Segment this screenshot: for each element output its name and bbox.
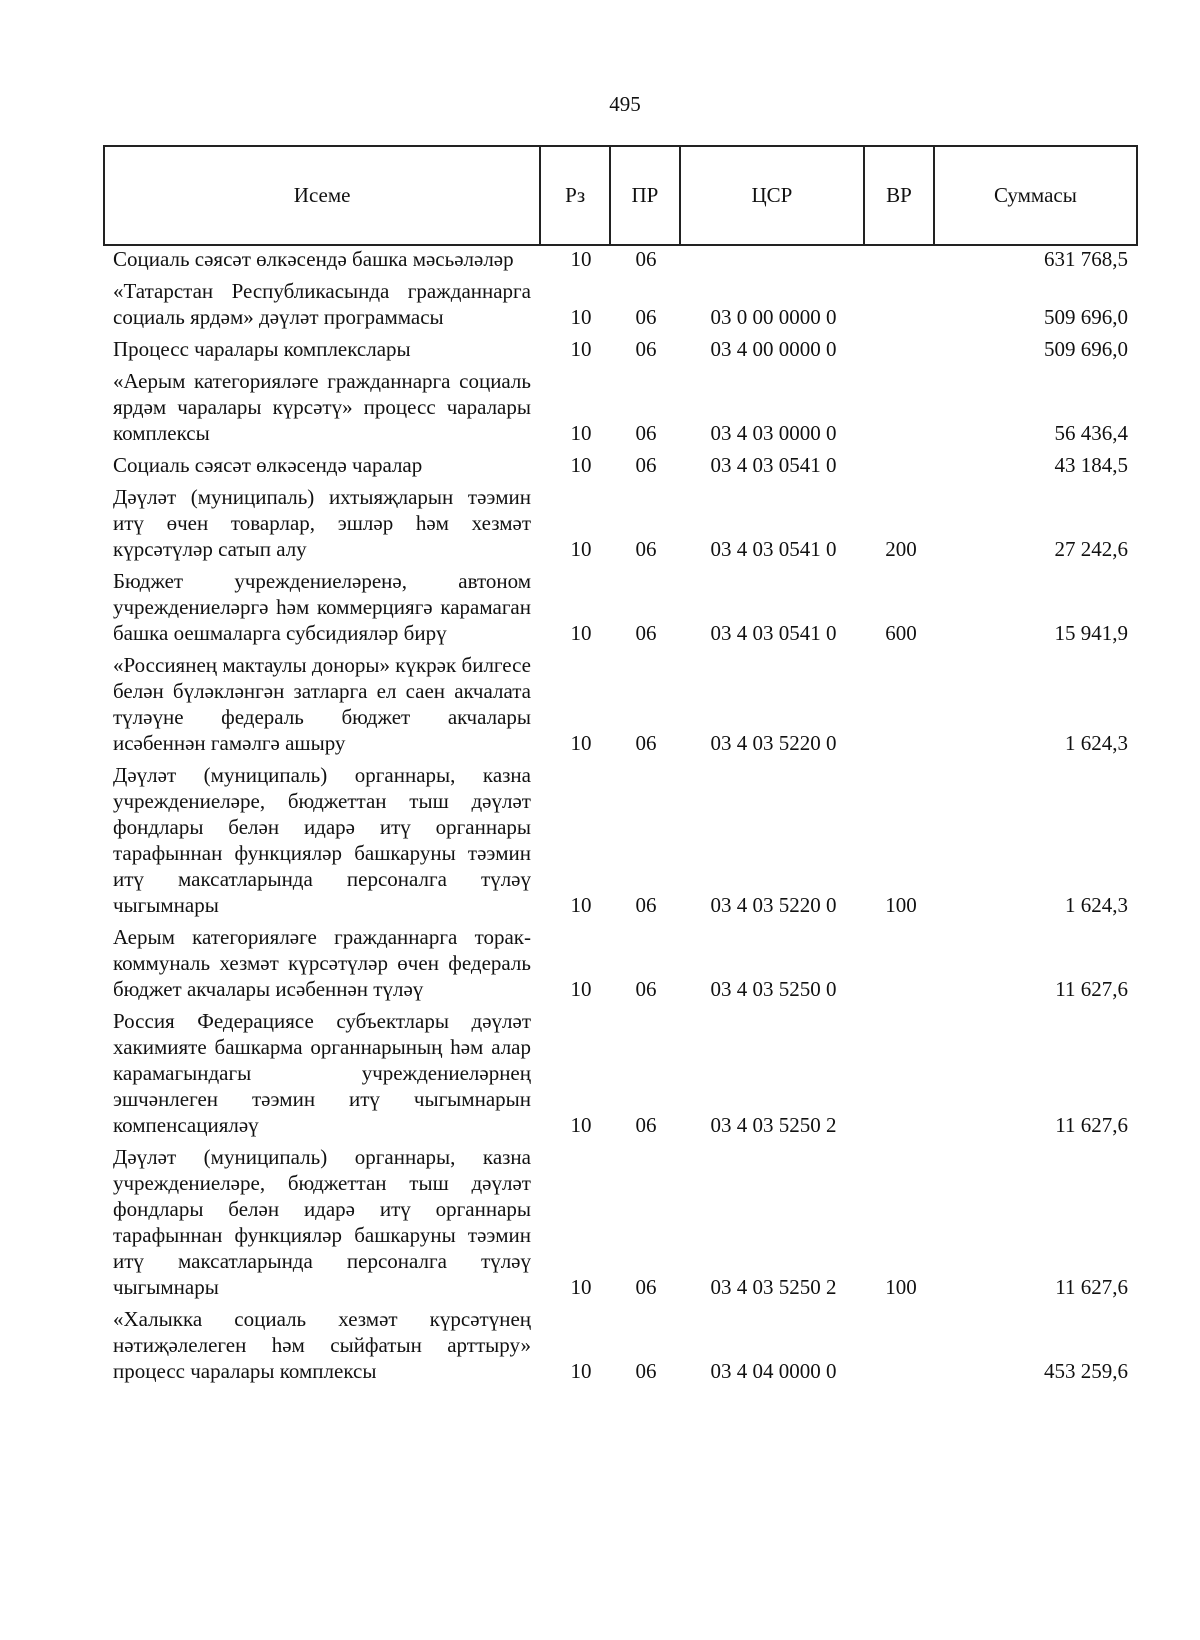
page-number: 495 [609,92,641,116]
row-csr: 03 4 00 0000 0 [710,337,837,361]
header-pr: ПР [611,147,681,244]
row-sum: 27 242,6 [1054,537,1128,561]
header-rz: Рз [541,147,611,244]
budget-table [103,145,1138,1390]
row-sum: 11 627,6 [1055,1275,1128,1299]
table-header [103,145,1138,246]
table-row [103,924,1138,1002]
row-rz: 10 [570,893,592,917]
row-name: «Россиянең мактаулы доноры» күкрәк билгесе белән бүләкләнгән затларга ел саен акчалата түләүне федераль бюджет акчалары исәбеннән гамәлгә ашыру [113,653,531,755]
table-body [103,246,1138,1384]
row-csr: 03 4 03 5250 2 [710,1275,837,1299]
row-pr: 06 [635,1113,657,1137]
row-sum: 631 768,5 [1044,247,1128,271]
row-csr: 03 4 03 5220 0 [710,731,837,755]
row-pr: 06 [635,537,657,561]
row-vr: 200 [885,537,917,561]
table-row [103,368,1138,446]
row-name: «Татарстан Республикасында гражданнарга социаль ярдәм» дәүләт программасы [113,279,531,329]
row-rz: 10 [570,731,592,755]
row-sum: 1 624,3 [1065,893,1128,917]
row-pr: 06 [635,337,657,361]
row-name: Социаль сәясәт өлкәсендә башка мәсьәләләр [113,247,514,271]
row-pr: 06 [635,1359,657,1383]
row-vr: 100 [885,1275,917,1299]
row-rz: 10 [570,1359,592,1383]
table-row [103,278,1138,330]
row-name: Дәүләт (муниципаль) органнары, казна учреждениеләре, бюджеттан тыш дәүләт фондлары белән идарә итү органнары тарафыннан функцияләр башкаруны тәэмин итү максатларында персоналга түләү чыгымнары [113,1145,531,1299]
row-rz: 10 [570,977,592,1001]
row-rz: 10 [570,421,592,445]
row-sum: 11 627,6 [1055,977,1128,1001]
row-pr: 06 [635,421,657,445]
row-name: «Аерым категорияләге гражданнарга социаль ярдәм чаралары күрсәтү» процесс чаралары комплексы [113,369,531,445]
row-csr: 03 4 03 0541 0 [710,453,837,477]
row-csr: 03 4 03 5250 0 [710,977,837,1001]
row-pr: 06 [635,731,657,755]
row-name: Россия Федерациясе субъектлары дәүләт хакимияте башкарма органнарының һәм алар карамагындагы учреждениеләрнең эшчәнлеген тәэмин итү чыгымнарын компенсацияләү [113,1009,531,1137]
row-sum: 1 624,3 [1065,731,1128,755]
row-pr: 06 [635,1275,657,1299]
row-sum: 509 696,0 [1044,337,1128,361]
header-name: Исеме [105,147,541,244]
row-name: Дәүләт (муниципаль) ихтыяҗларын тәэмин итү өчен товарлар, эшләр һәм хезмәт күрсәтүләр сатып алу [113,485,531,561]
header-vr: ВР [865,147,935,244]
row-name: Процесс чаралары комплекслары [113,337,411,361]
table-row [103,452,1138,478]
row-csr: 03 0 00 0000 0 [710,305,837,329]
table-row [103,484,1138,562]
row-csr: 03 4 03 0541 0 [710,537,837,561]
table-row [103,652,1138,756]
table-row [103,336,1138,362]
row-name: «Халыкка социаль хезмәт күрсәтүнең нәтиҗәлелеген һәм сыйфатын арттыру» процесс чаралары комплексы [113,1307,531,1383]
table-row [103,1008,1138,1138]
row-vr: 600 [885,621,917,645]
row-sum: 11 627,6 [1055,1113,1128,1137]
row-rz: 10 [570,453,592,477]
row-rz: 10 [570,305,592,329]
row-pr: 06 [635,893,657,917]
row-sum: 15 941,9 [1054,621,1128,645]
table-row [103,246,1138,272]
row-rz: 10 [570,621,592,645]
row-rz: 10 [570,537,592,561]
row-pr: 06 [635,621,657,645]
row-pr: 06 [635,247,657,271]
row-sum: 56 436,4 [1054,421,1128,445]
row-name: Дәүләт (муниципаль) органнары, казна учреждениеләре, бюджеттан тыш дәүләт фондлары белән идарә итү органнары тарафыннан функцияләр башкаруны тәэмин итү максатларында персоналга түләү чыгымнары [113,763,531,917]
header-csr: ЦСР [681,147,865,244]
row-sum: 453 259,6 [1044,1359,1128,1383]
row-name: Аерым категорияләге гражданнарга торак-коммуналь хезмәт күрсәтүләр өчен федераль бюджет акчалары исәбеннән түләү [113,925,531,1001]
row-rz: 10 [570,1275,592,1299]
table-row [103,762,1138,918]
table-row [103,568,1138,646]
row-name: Социаль сәясәт өлкәсендә чаралар [113,453,423,477]
row-rz: 10 [570,1113,592,1137]
row-rz: 10 [570,247,592,271]
table-row [103,1306,1138,1384]
row-sum: 43 184,5 [1054,453,1128,477]
row-pr: 06 [635,977,657,1001]
row-csr: 03 4 03 0541 0 [710,621,837,645]
row-csr: 03 4 03 0000 0 [710,421,837,445]
header-sum: Суммасы [993,183,1077,207]
row-vr: 100 [885,893,917,917]
row-csr: 03 4 04 0000 0 [710,1359,837,1383]
row-name: Бюджет учреждениеләренә, автоном учреждениеләргә һәм коммерциягә карамаган башка оешмаларга субсидияләр бирү [113,569,531,645]
row-pr: 06 [635,453,657,477]
row-csr: 03 4 03 5250 2 [710,1113,837,1137]
row-rz: 10 [570,337,592,361]
row-sum: 509 696,0 [1044,305,1128,329]
row-pr: 06 [635,305,657,329]
row-csr: 03 4 03 5220 0 [710,893,837,917]
table-row [103,1144,1138,1300]
